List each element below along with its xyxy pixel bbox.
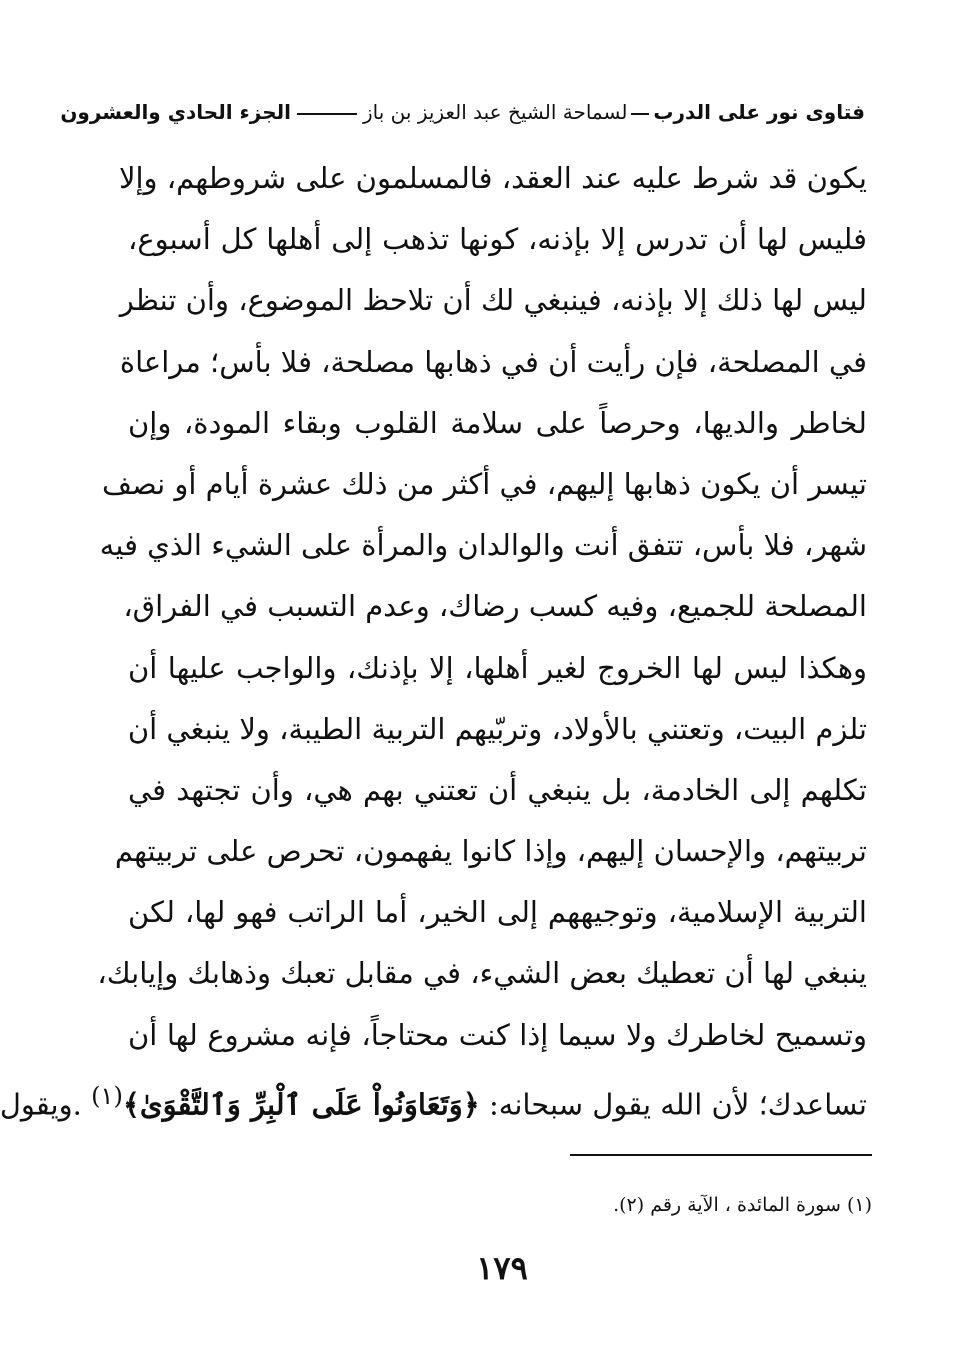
text-after-verse: .ويقول: [0, 1087, 82, 1122]
text-line: ليس لها ذلك إلا بإذنه، فينبغي لك أن تلاحظ الموضوع، وأن تنظر: [119, 283, 867, 318]
quran-verse: ﴿وَتَعَاوَنُواْ عَلَى ٱلْبِرِّ وَٱلتَّقْوَىٰ﴾: [122, 1087, 480, 1122]
footnote-reference: (١): [91, 1081, 123, 1110]
text-line: تربيتهم، والإحسان إليهم، وإذا كانوا يفهمون، تحرص على تربيتهم: [114, 834, 867, 869]
text-line: وتسميح لخاطرك ولا سيما إذا كنت محتاجاً، فإنه مشروع لها أن: [128, 1017, 867, 1052]
running-header: [60, 92, 865, 132]
text-line: وهكذا ليس لها الخروج لغير أهلها، إلا بإذنك، والواجب عليها أن: [128, 650, 867, 685]
footnote: (١) سورة المائدة ، الآية رقم (٢).: [613, 1194, 872, 1216]
volume-label: الجزء الحادي والعشرون: [60, 100, 291, 124]
page-number: ١٧٩: [476, 1249, 528, 1287]
text-line: التربية الإسلامية، وتوجيههم إلى الخير، أما الراتب فهو لها، لكن: [128, 895, 867, 930]
text-before-verse: تساعدك؛ لأن الله يقول سبحانه:: [489, 1087, 867, 1122]
text-line: تكلهم إلى الخادمة، بل ينبغي أن تعتني بهم هي، وأن تجتهد في: [128, 772, 867, 807]
header-separator: [297, 113, 357, 115]
text-line: في المصلحة، فإن رأيت أن في ذهابها مصلحة، فلا بأس؛ مراعاة: [119, 344, 867, 379]
header-separator: [631, 113, 649, 115]
text-line: يكون قد شرط عليه عند العقد، فالمسلمون على شروطهم، وإلا: [118, 161, 867, 195]
author-name: لسماحة الشيخ عبد العزيز بن باز: [363, 100, 628, 124]
text-line: ينبغي لها أن تعطيك بعض الشيء، في مقابل تعبك وذهابك وإيابك،: [97, 956, 867, 991]
text-line: لخاطر والديها، وحرصاً على سلامة القلوب وبقاء المودة، وإن: [128, 405, 867, 440]
main-text: [0, 148, 867, 1127]
book-title: فتاوى نور على الدرب: [653, 100, 865, 124]
text-line: تلزم البيت، وتعتني بالأولاد، وتربّيهم التربية الطيبة، ولا ينبغي أن: [127, 711, 867, 746]
text-line-with-verse: [0, 1066, 867, 1127]
text-line: المصلحة للجميع، وفيه كسب رضاك، وعدم التسبب في الفراق،: [123, 589, 867, 624]
text-line: شهر، فلا بأس، تتفق أنت والوالدان والمرأة على الشيء الذي فيه: [99, 528, 867, 563]
text-line: تيسر أن يكون ذهابها إليهم، في أكثر من ذلك عشرة أيام أو نصف: [101, 466, 867, 501]
footnote-divider: [570, 1154, 872, 1156]
text-line: فليس لها أن تدرس إلا بإذنه، كونها تذهب إلى أهلها كل أسبوع،: [128, 222, 867, 257]
